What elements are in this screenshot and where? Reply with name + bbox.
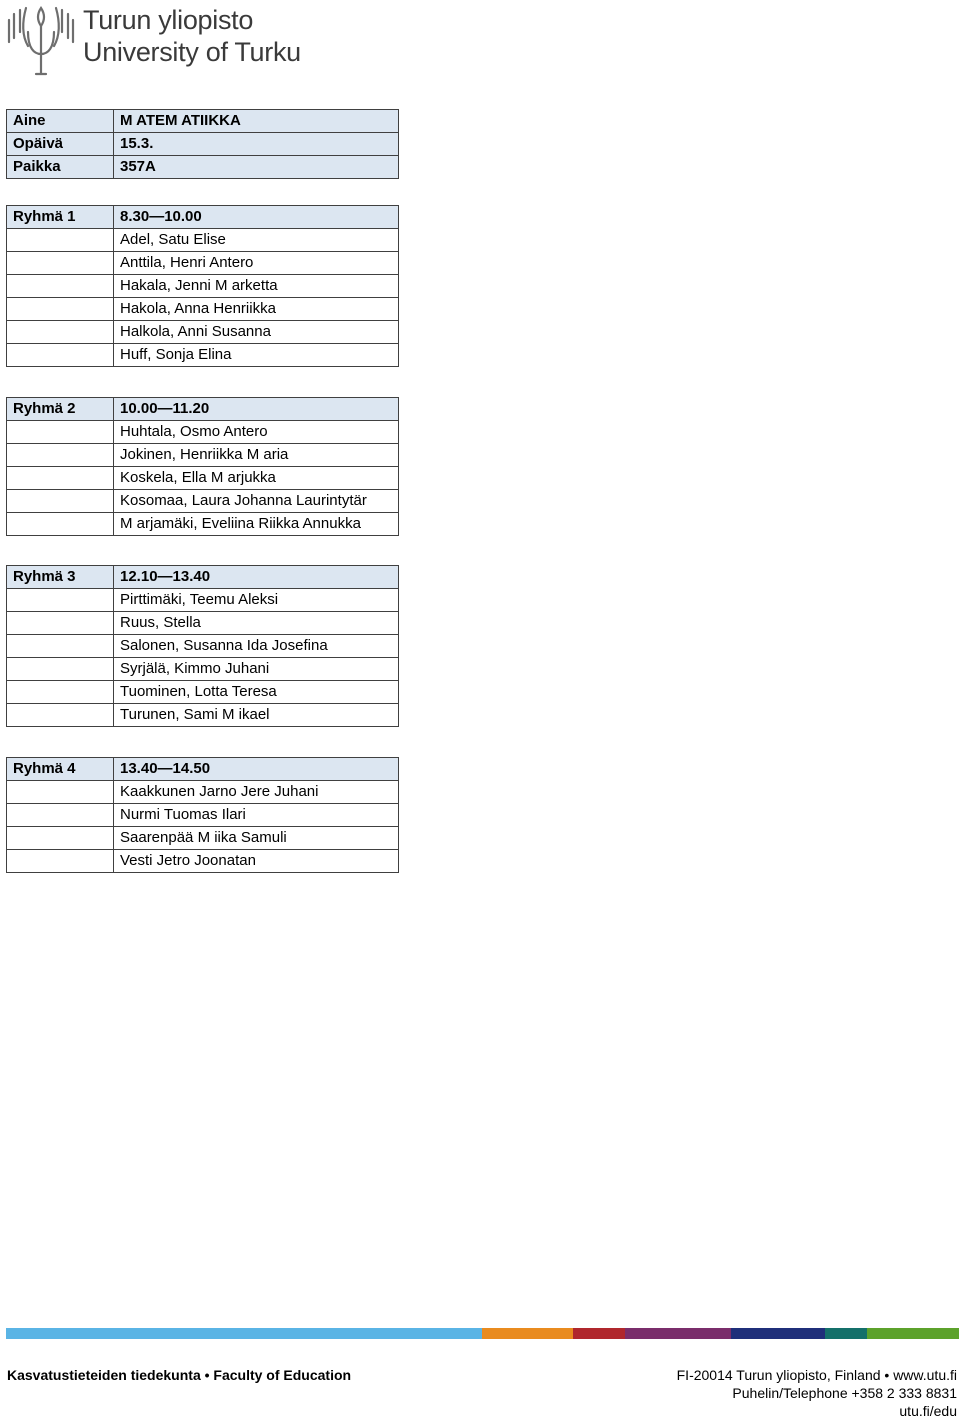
- group-header-row: [7, 398, 399, 421]
- info-row-subject: [7, 110, 399, 133]
- member-row: [7, 421, 399, 444]
- member-row: [7, 298, 399, 321]
- info-value: 15.3.: [114, 133, 399, 156]
- group-time: 8.30—10.00: [114, 206, 399, 229]
- member-name: Tuominen, Lotta Teresa: [114, 681, 399, 704]
- member-name: Hakala, Jenni M arketta: [114, 275, 399, 298]
- member-row: [7, 589, 399, 612]
- logo-line-english: University of Turku: [83, 37, 301, 67]
- stripe-segment-green: [867, 1328, 959, 1339]
- group-time: 12.10—13.40: [114, 566, 399, 589]
- member-row: [7, 490, 399, 513]
- info-value: M ATEM ATIIKKA: [114, 110, 399, 133]
- group-3-table: [6, 565, 399, 727]
- stripe-segment-orange: [482, 1328, 573, 1339]
- member-row: [7, 229, 399, 252]
- group-name: Ryhmä 1: [7, 206, 114, 229]
- member-row: [7, 467, 399, 490]
- member-row: [7, 827, 399, 850]
- member-name: Saarenpää M iika Samuli: [114, 827, 399, 850]
- group-name: Ryhmä 2: [7, 398, 114, 421]
- info-value: 357A: [114, 156, 399, 179]
- member-name: Pirttimäki, Teemu Aleksi: [114, 589, 399, 612]
- member-row: [7, 612, 399, 635]
- member-row: [7, 252, 399, 275]
- member-name: Salonen, Susanna Ida Josefina: [114, 635, 399, 658]
- member-row: [7, 681, 399, 704]
- member-name: Vesti Jetro Joonatan: [114, 850, 399, 873]
- member-row: [7, 275, 399, 298]
- member-row: [7, 804, 399, 827]
- group-time: 13.40—14.50: [114, 758, 399, 781]
- group-name: Ryhmä 3: [7, 566, 114, 589]
- group-name: Ryhmä 4: [7, 758, 114, 781]
- university-logo-text: [83, 4, 301, 68]
- footer-web-link[interactable]: utu.fi/edu: [899, 1403, 957, 1419]
- logo-line-finnish: Turun yliopisto: [83, 5, 254, 35]
- member-name: Ruus, Stella: [114, 612, 399, 635]
- member-row: [7, 658, 399, 681]
- info-row-date: [7, 133, 399, 156]
- group-1-table: [6, 205, 399, 367]
- group-header-row: [7, 206, 399, 229]
- stripe-segment-red: [573, 1328, 625, 1339]
- member-row: [7, 704, 399, 727]
- footer-contact: [677, 1366, 957, 1420]
- footer-phone: Puhelin/Telephone +358 2 333 8831: [732, 1385, 957, 1401]
- member-row: [7, 850, 399, 873]
- member-name: Anttila, Henri Antero: [114, 252, 399, 275]
- brand-color-stripe: [6, 1328, 959, 1339]
- member-name: Turunen, Sami M ikael: [114, 704, 399, 727]
- member-row: [7, 781, 399, 804]
- member-row: [7, 344, 399, 367]
- info-label: Aine: [7, 110, 114, 133]
- member-row: [7, 444, 399, 467]
- stripe-segment-purple: [625, 1328, 731, 1339]
- info-row-room: [7, 156, 399, 179]
- member-name: Halkola, Anni Susanna: [114, 321, 399, 344]
- member-name: Syrjälä, Kimmo Juhani: [114, 658, 399, 681]
- footer-address: FI-20014 Turun yliopisto, Finland • www.utu.fi: [676, 1367, 957, 1383]
- group-time: 10.00—11.20: [114, 398, 399, 421]
- member-name: Kaakkunen Jarno Jere Juhani: [114, 781, 399, 804]
- member-name: Huhtala, Osmo Antero: [114, 421, 399, 444]
- member-name: Huff, Sonja Elina: [114, 344, 399, 367]
- footer-faculty: Kasvatustieteiden tiedekunta • Faculty of Education: [7, 1367, 352, 1383]
- group-header-row: [7, 566, 399, 589]
- exam-info-table: [6, 109, 399, 179]
- member-name: Jokinen, Henriikka M aria: [114, 444, 399, 467]
- group-4-table: [6, 757, 399, 873]
- info-label: Paikka: [7, 156, 114, 179]
- group-header-row: [7, 758, 399, 781]
- member-name: M arjamäki, Eveliina Riikka Annukka: [114, 513, 399, 536]
- member-name: Koskela, Ella M arjukka: [114, 467, 399, 490]
- stripe-segment-blue: [6, 1328, 482, 1339]
- group-2-table: [6, 397, 399, 536]
- stripe-segment-navy: [731, 1328, 825, 1339]
- stripe-segment-teal: [825, 1328, 867, 1339]
- member-name: Hakola, Anna Henriikka: [114, 298, 399, 321]
- member-name: Nurmi Tuomas Ilari: [114, 804, 399, 827]
- member-row: [7, 635, 399, 658]
- member-name: Kosomaa, Laura Johanna Laurintytär: [114, 490, 399, 513]
- info-label: Opäivä: [7, 133, 114, 156]
- member-row: [7, 321, 399, 344]
- member-name: Adel, Satu Elise: [114, 229, 399, 252]
- utu-torch-logo-icon: [6, 2, 76, 80]
- member-row: [7, 513, 399, 536]
